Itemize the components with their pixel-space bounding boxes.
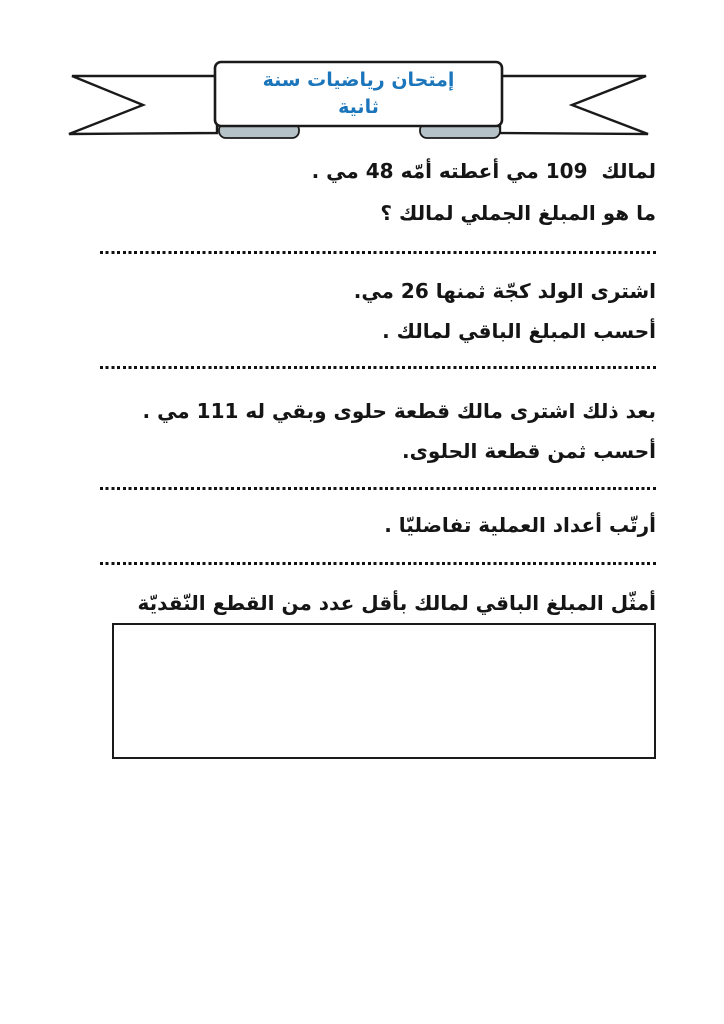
exam-title	[215, 63, 502, 125]
exam-title-line2: ثانية	[338, 96, 379, 118]
ribbon-right-tail	[500, 76, 648, 134]
question-1-prompt: ما هو المبلغ الجملي لمالك ؟	[380, 201, 656, 225]
exam-title-line1: إمتحان رياضيات سنة	[262, 69, 455, 91]
question-2-prompt: أحسب المبلغ الباقي لمالك .	[382, 319, 656, 343]
question-1-answer-line	[100, 251, 658, 254]
question-3-statement: بعد ذلك اشترى مالك قطعة حلوى وبقي له 111 مي .	[142, 399, 656, 423]
question-5-answer-box	[112, 623, 656, 759]
question-3-answer-line	[100, 487, 658, 490]
ribbon-left-tail	[69, 76, 217, 134]
question-2-statement: اشترى الولد كجّة ثمنها 26 مي.	[353, 279, 656, 303]
question-4-prompt: أرتّب أعداد العملية تفاضليّا .	[384, 513, 656, 537]
question-2-answer-line	[100, 366, 658, 369]
question-5-prompt: أمثّل المبلغ الباقي لمالك بأقل عدد من القطع النّقديّة	[137, 591, 656, 615]
question-4-answer-line	[100, 562, 658, 565]
question-3-prompt: أحسب ثمن قطعة الحلوى.	[401, 439, 656, 463]
question-1-statement: لمالك 109 مي أعطته أمّه 48 مي .	[311, 159, 656, 183]
